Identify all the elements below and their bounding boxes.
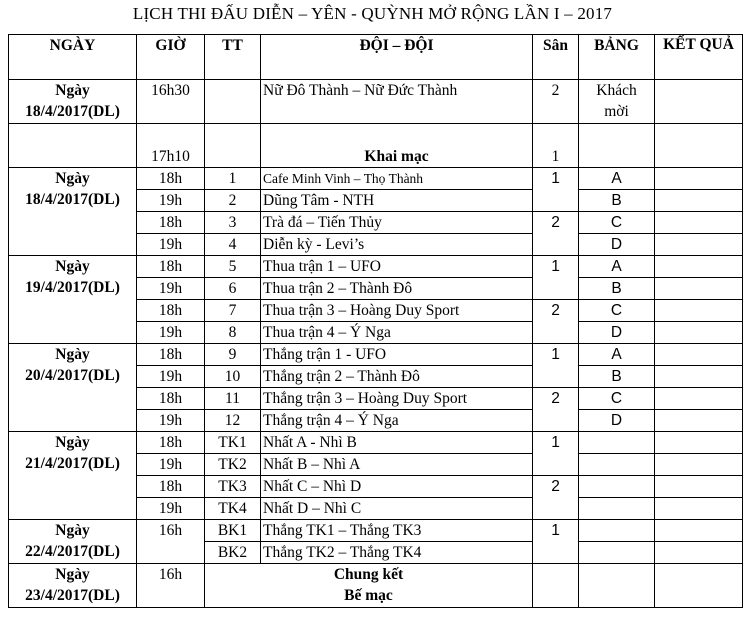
result-cell (655, 432, 743, 454)
no-cell: 5 (205, 256, 261, 278)
result-cell (655, 388, 743, 410)
group-cell (579, 124, 655, 168)
group-cell (579, 498, 655, 520)
time-cell: 16h30 (137, 80, 205, 124)
teams-cell: Nữ Đô Thành – Nữ Đức Thành (261, 80, 533, 124)
no-cell: 12 (205, 410, 261, 432)
time-value: 17h10 (151, 148, 190, 165)
opening-label: Khai mạc (364, 148, 429, 165)
group-cell: B (579, 278, 655, 300)
field-cell: 2 (533, 300, 579, 344)
time-cell: 16h (137, 520, 205, 564)
final-cell (205, 564, 533, 608)
time-cell: 19h (137, 234, 205, 256)
date-cell (9, 344, 137, 432)
final-label: Chung kết (333, 566, 404, 583)
table-row (9, 256, 743, 278)
field-cell: 2 (533, 476, 579, 520)
field-cell: 1 (533, 256, 579, 300)
teams-cell: Thua trận 1 – UFO (261, 256, 533, 278)
date-cell (9, 168, 137, 256)
group-cell (579, 80, 655, 124)
field-cell (533, 564, 579, 608)
date-label: Ngày (55, 258, 90, 275)
teams-cell: Nhất A - Nhì B (261, 432, 533, 454)
no-cell (205, 80, 261, 124)
result-cell (655, 498, 743, 520)
time-cell: 18h (137, 344, 205, 366)
no-cell: 7 (205, 300, 261, 322)
header-date: NGÀY (9, 35, 137, 80)
date-label: Ngày (55, 522, 90, 539)
no-cell: BK2 (205, 542, 261, 564)
time-cell: 18h (137, 432, 205, 454)
time-cell: 19h (137, 278, 205, 300)
group-cell (579, 432, 655, 454)
table-row (9, 520, 743, 542)
teams-cell (261, 124, 533, 168)
time-cell: 18h (137, 212, 205, 234)
time-cell: 19h (137, 454, 205, 476)
time-cell (137, 124, 205, 168)
result-cell (655, 410, 743, 432)
date-value: 18/4/2017(DL) (25, 191, 120, 208)
teams-cell: Thắng trận 2 – Thành Đô (261, 366, 533, 388)
result-cell (655, 190, 743, 212)
group-cell (579, 564, 655, 608)
no-cell: 10 (205, 366, 261, 388)
date-value: 23/4/2017(DL) (25, 587, 120, 604)
teams-cell: Thắng TK1 – Thắng TK3 (261, 520, 533, 542)
teams-cell: Thắng trận 3 – Hoàng Duy Sport (261, 388, 533, 410)
time-cell: 19h (137, 366, 205, 388)
time-cell: 19h (137, 190, 205, 212)
no-cell (205, 124, 261, 168)
date-value: 20/4/2017(DL) (25, 367, 120, 384)
group-cell: B (579, 190, 655, 212)
time-cell: 19h (137, 498, 205, 520)
result-cell (655, 366, 743, 388)
result-cell (655, 300, 743, 322)
header-row (9, 35, 743, 80)
teams-cell: Thua trận 2 – Thành Đô (261, 278, 533, 300)
result-cell (655, 344, 743, 366)
group-cell: C (579, 388, 655, 410)
result-cell (655, 322, 743, 344)
field-cell: 1 (533, 168, 579, 212)
group-cell: B (579, 366, 655, 388)
time-cell: 19h (137, 410, 205, 432)
time-cell: 18h (137, 388, 205, 410)
teams-cell: Thắng trận 1 - UFO (261, 344, 533, 366)
group-cell: D (579, 234, 655, 256)
date-label: Ngày (55, 566, 90, 583)
date-value: 19/4/2017(DL) (25, 279, 120, 296)
table-row (9, 168, 743, 190)
group-cell (579, 542, 655, 564)
field-cell: 1 (533, 520, 579, 564)
result-cell (655, 278, 743, 300)
no-cell: BK1 (205, 520, 261, 542)
group-cell: D (579, 322, 655, 344)
table-row (9, 124, 743, 168)
no-cell: 2 (205, 190, 261, 212)
closing-label: Bế mạc (344, 587, 393, 604)
group-cell (579, 520, 655, 542)
group-cell: C (579, 212, 655, 234)
result-cell (655, 476, 743, 498)
page-title: LỊCH THI ĐẤU DIỄN – YÊN - QUỲNH MỞ RỘNG LẦN I – 2017 (132, 4, 613, 23)
header-no: TT (205, 35, 261, 80)
group-label: Khách (596, 82, 637, 99)
field-cell: 1 (533, 432, 579, 476)
time-cell: 16h (137, 564, 205, 608)
field-cell: 2 (533, 212, 579, 256)
field-cell: 1 (533, 344, 579, 388)
teams-cell: Trà đá – Tiến Thủy (261, 212, 533, 234)
header-result: KẾT QUẢ (655, 35, 743, 80)
group-label: mời (604, 103, 629, 120)
teams-cell: Thua trận 3 – Hoàng Duy Sport (261, 300, 533, 322)
date-cell (9, 80, 137, 124)
date-cell (9, 124, 137, 168)
result-cell (655, 80, 743, 124)
time-cell: 19h (137, 322, 205, 344)
date-cell (9, 520, 137, 564)
result-cell (655, 454, 743, 476)
time-cell: 18h (137, 476, 205, 498)
teams-cell: Cafe Minh Vinh – Thọ Thành (261, 168, 533, 190)
header-field: Sân (533, 35, 579, 80)
field-cell (533, 124, 579, 168)
group-cell: A (579, 168, 655, 190)
time-cell: 18h (137, 168, 205, 190)
group-cell (579, 476, 655, 498)
teams-cell: Thắng trận 4 – Ý Nga (261, 410, 533, 432)
teams-cell: Nhất B – Nhì A (261, 454, 533, 476)
no-cell: 4 (205, 234, 261, 256)
teams-cell: Nhất D – Nhì C (261, 498, 533, 520)
group-cell: C (579, 300, 655, 322)
result-cell (655, 542, 743, 564)
teams-cell: Nhất C – Nhì D (261, 476, 533, 498)
result-cell (655, 124, 743, 168)
no-cell: 8 (205, 322, 261, 344)
field-value: 1 (551, 148, 560, 165)
date-label: Ngày (55, 170, 90, 187)
date-value: 18/4/2017(DL) (25, 103, 120, 120)
date-value: 21/4/2017(DL) (25, 455, 120, 472)
teams-cell: Thắng TK2 – Thắng TK4 (261, 542, 533, 564)
no-cell: TK4 (205, 498, 261, 520)
no-cell: 1 (205, 168, 261, 190)
result-cell (655, 234, 743, 256)
teams-cell: Diễn kỳ - Levi’s (261, 234, 533, 256)
no-cell: 3 (205, 212, 261, 234)
result-cell (655, 520, 743, 542)
no-cell: TK3 (205, 476, 261, 498)
date-cell (9, 256, 137, 344)
table-row (9, 564, 743, 608)
result-cell (655, 564, 743, 608)
no-cell: 6 (205, 278, 261, 300)
no-cell: 11 (205, 388, 261, 410)
date-label: Ngày (55, 434, 90, 451)
no-cell: TK1 (205, 432, 261, 454)
date-cell (9, 564, 137, 608)
no-cell: TK2 (205, 454, 261, 476)
header-group: BẢNG (579, 35, 655, 80)
header-time: GIỜ (137, 35, 205, 80)
group-cell (579, 454, 655, 476)
schedule-table (8, 34, 743, 608)
date-label: Ngày (55, 346, 90, 363)
result-cell (655, 168, 743, 190)
header-teams: ĐỘI – ĐỘI (261, 35, 533, 80)
table-row (9, 344, 743, 366)
date-cell (9, 432, 137, 520)
teams-cell: Thua trận 4 – Ý Nga (261, 322, 533, 344)
group-cell: A (579, 344, 655, 366)
field-cell: 2 (533, 388, 579, 432)
group-cell: A (579, 256, 655, 278)
result-cell (655, 256, 743, 278)
table-row (9, 432, 743, 454)
no-cell: 9 (205, 344, 261, 366)
table-row (9, 80, 743, 124)
time-cell: 18h (137, 256, 205, 278)
result-cell (655, 212, 743, 234)
date-value: 22/4/2017(DL) (25, 543, 120, 560)
field-cell: 2 (533, 80, 579, 124)
teams-cell: Dũng Tâm - NTH (261, 190, 533, 212)
date-label: Ngày (55, 82, 90, 99)
time-cell: 18h (137, 300, 205, 322)
group-cell: D (579, 410, 655, 432)
